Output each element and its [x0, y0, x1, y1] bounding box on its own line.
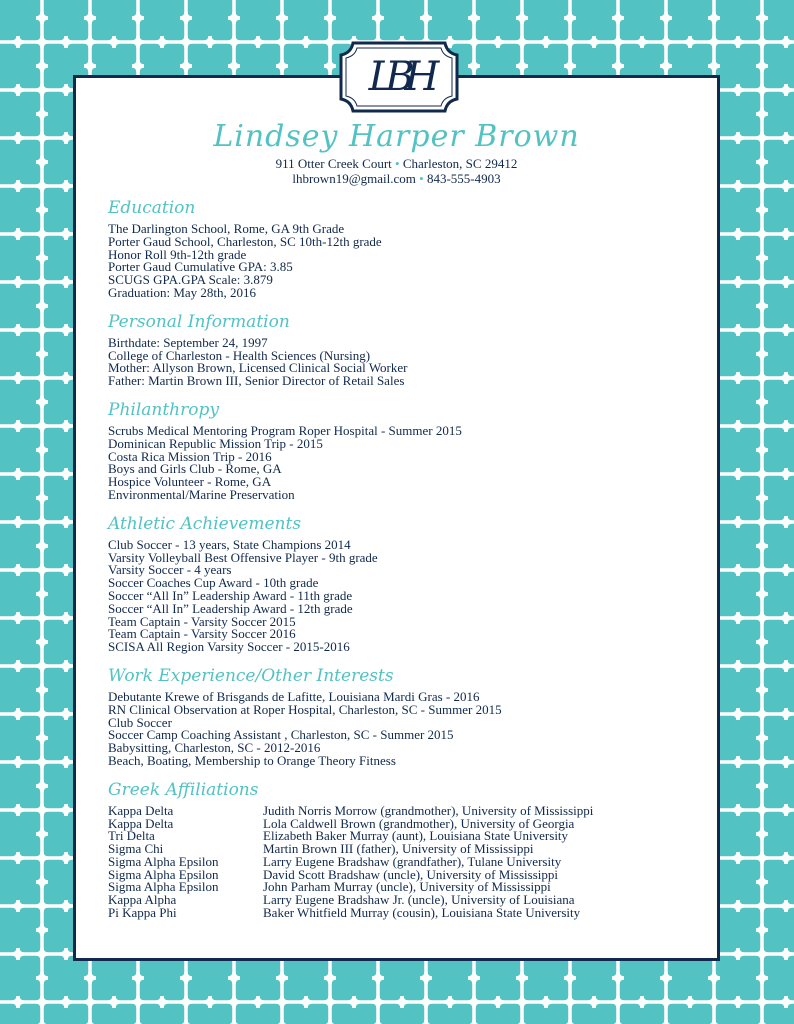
section-title: Work Experience/Other Interests	[108, 665, 394, 686]
greek-member: Baker Whitfield Murray (cousin), Louisiana State University	[263, 905, 581, 921]
section-philanthropy	[108, 399, 698, 502]
street-address: 911 Otter Creek Court	[275, 156, 392, 171]
phone: 843-555-4903	[426, 171, 501, 186]
list-item: SCUGS GPA.GPA Scale: 3.879	[108, 272, 273, 288]
separator-dot: •	[395, 156, 400, 171]
list-item: Soccer “All In” Leadership Award - 11th grade	[108, 587, 353, 603]
list-item: Club Soccer - 13 years, State Champions 2014	[108, 536, 351, 552]
section-title: Greek Affiliations	[108, 779, 259, 800]
list-item: Dominican Republic Mission Trip - 2015	[108, 435, 323, 451]
list-item: Hospice Volunteer - Rome, GA	[108, 474, 272, 490]
section-athletic-achievements	[108, 513, 698, 654]
list-item: Birthdate: September 24, 1997	[108, 334, 268, 350]
list-item: Beach, Boating, Membership to Orange Theory Fitness	[108, 752, 396, 768]
greek-org: Kappa Alpha	[108, 892, 177, 908]
greek-org: Sigma Chi	[108, 841, 164, 857]
list-item: Mother: Allyson Brown, Licensed Clinical Social Worker	[108, 360, 408, 376]
list-item: Babysitting, Charleston, SC - 2012-2016	[108, 740, 321, 756]
list-item: College of Charleston - Health Sciences (Nursing)	[108, 347, 371, 363]
list-item: RN Clinical Observation at Roper Hospital, Charleston, SC - Summer 2015	[108, 701, 502, 717]
list-item: Club Soccer	[108, 714, 172, 730]
contact-line	[73, 171, 720, 186]
greek-org: Sigma Alpha Epsilon	[108, 866, 219, 882]
greek-org: Pi Kappa Phi	[108, 905, 177, 921]
list-item: SCISA All Region Varsity Soccer - 2015-2016	[108, 639, 350, 655]
list-item: Soccer Coaches Cup Award - 10th grade	[108, 575, 319, 591]
city-state-zip: Charleston, SC 29412	[402, 156, 518, 171]
greek-org: Kappa Delta	[108, 802, 174, 818]
greek-member: Elizabeth Baker Murray (aunt), Louisiana State University	[263, 828, 569, 844]
list-item: The Darlington School, Rome, GA 9th Grade	[108, 221, 345, 236]
list-item: Environmental/Marine Preservation	[108, 486, 295, 502]
greek-member: Larry Eugene Bradshaw (grandfather), Tulane University	[263, 853, 562, 869]
table-row	[108, 907, 698, 920]
monogram-letters: LBH	[368, 54, 430, 100]
list-item: Porter Gaud Cumulative GPA: 3.85	[108, 259, 293, 275]
greek-org: Sigma Alpha Epsilon	[108, 853, 219, 869]
section-work-experience	[108, 665, 698, 768]
list-item: Boys and Girls Club - Rome, GA	[108, 461, 282, 477]
list-item: Father: Martin Brown III, Senior Director of Retail Sales	[108, 373, 405, 389]
section-title: Athletic Achievements	[108, 513, 302, 534]
greek-member: David Scott Bradshaw (uncle), University of Mississippi	[263, 866, 558, 882]
section-greek-affiliations	[108, 779, 698, 920]
full-name: Lindsey Harper Brown	[213, 119, 580, 154]
list-item: Graduation: May 28th, 2016	[108, 284, 257, 300]
greek-member: Martin Brown III (father), University of Mississippi	[263, 841, 534, 857]
list-item: Varsity Volleyball Best Offensive Player - 9th grade	[108, 549, 378, 565]
greek-member: John Parham Murray (uncle), University of Mississippi	[263, 879, 551, 895]
list-item: Team Captain - Varsity Soccer 2015	[108, 613, 296, 629]
resume-content	[108, 197, 698, 931]
section-personal-information	[108, 311, 698, 388]
greek-org: Sigma Alpha Epsilon	[108, 879, 219, 895]
resume-header	[73, 118, 720, 186]
greek-member: Larry Eugene Bradshaw Jr. (uncle), University of Louisiana	[263, 892, 575, 908]
section-title: Education	[108, 198, 196, 218]
greek-member: Lola Caldwell Brown (grandmother), University of Georgia	[263, 815, 575, 831]
separator-dot: •	[419, 171, 424, 186]
address-line	[73, 156, 720, 171]
list-item: Costa Rica Mission Trip - 2016	[108, 448, 272, 464]
greek-org: Kappa Delta	[108, 815, 174, 831]
list-item: Soccer Camp Coaching Assistant , Charleston, SC - Summer 2015	[108, 727, 454, 743]
greek-member: Judith Norris Morrow (grandmother), University of Mississippi	[263, 802, 594, 818]
monogram-badge	[335, 37, 463, 117]
list-item: Porter Gaud School, Charleston, SC 10th-12th grade	[108, 233, 382, 249]
list-item: Honor Roll 9th-12th grade	[108, 246, 247, 262]
section-title: Philanthropy	[108, 399, 219, 420]
section-title: Personal Information	[108, 311, 290, 332]
list-item: Varsity Soccer - 4 years	[108, 562, 232, 578]
list-item: Team Captain - Varsity Soccer 2016	[108, 626, 296, 642]
greek-org: Tri Delta	[108, 828, 155, 844]
email[interactable]: lhbrown19@gmail.com	[292, 171, 416, 186]
list-item: Scrubs Medical Mentoring Program Roper Hospital - Summer 2015	[108, 422, 462, 438]
list-item: Debutante Krewe of Brisgands de Lafitte, Louisiana Mardi Gras - 2016	[108, 688, 480, 704]
list-item: Soccer “All In” Leadership Award - 12th grade	[108, 600, 353, 616]
section-education	[108, 197, 698, 300]
